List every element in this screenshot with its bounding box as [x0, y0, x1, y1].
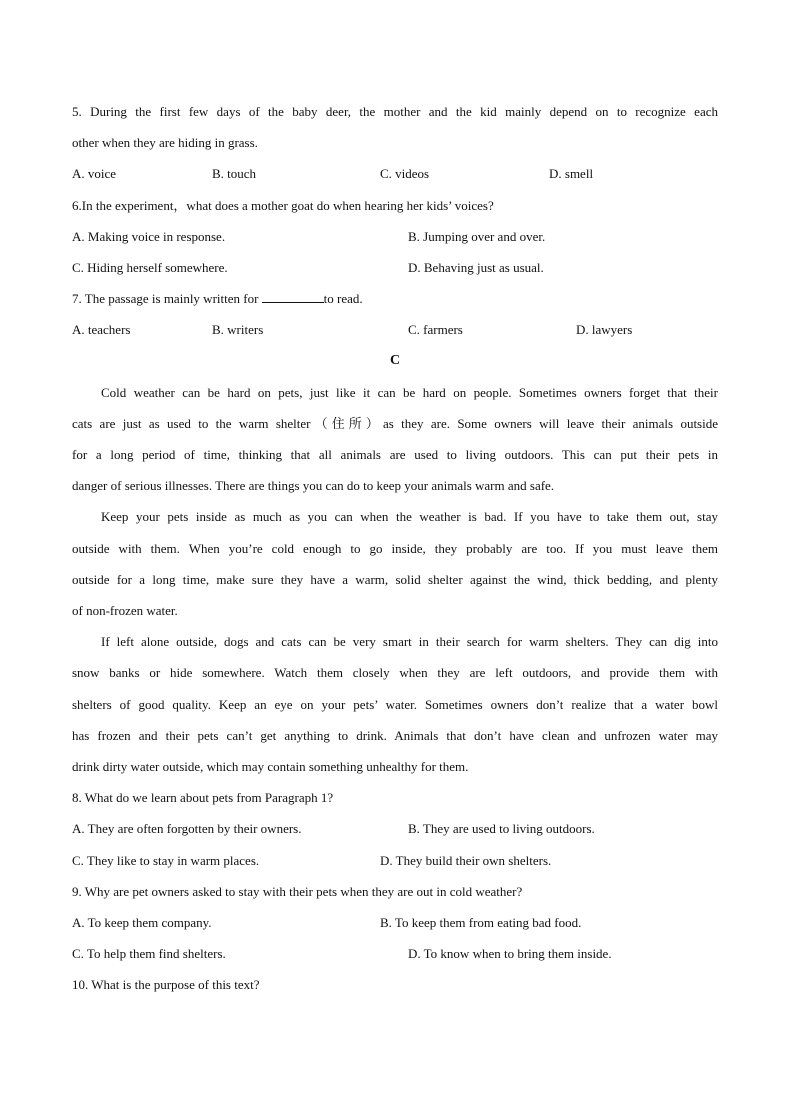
- q6-stem: 6.In the experiment，what does a mother goat do when hearing her kids’ voices?: [72, 198, 494, 213]
- passage-p2-line2: outside with them. When you’re cold enough to go inside, they probably are too. If you must leave them: [72, 541, 718, 556]
- q5-stem-line1: 5. During the first few days of the baby deer, the mother and the kid mainly depend on to recognize each: [72, 104, 718, 119]
- passage-p1-line1: Cold weather can be hard on pets, just like it can be hard on people. Sometimes owners forget that their: [101, 385, 718, 400]
- q5-option-b: B. touch: [212, 166, 257, 181]
- q8-stem: 8. What do we learn about pets from Paragraph 1?: [72, 790, 334, 805]
- passage-p3-line1: If left alone outside, dogs and cats can be very smart in their search for warm shelters. They can dig into: [101, 634, 718, 649]
- passage-p1-line4: danger of serious illnesses. There are things you can do to keep your animals warm and safe.: [72, 478, 555, 493]
- q5-option-a: A. voice: [72, 166, 117, 181]
- q9-stem: 9. Why are pet owners asked to stay with their pets when they are out in cold weather?: [72, 884, 523, 899]
- passage-p3-line3: shelters of good quality. Keep an eye on your pets’ water. Sometimes owners don’t realize that a water bowl: [72, 697, 718, 712]
- q7-stem: [72, 291, 363, 307]
- q7-option-b: B. writers: [212, 322, 264, 337]
- passage-p3-line5: drink dirty water outside, which may contain something unhealthy for them.: [72, 759, 469, 774]
- q10-stem: 10. What is the purpose of this text?: [72, 977, 260, 992]
- q5-stem-line2: other when they are hiding in grass.: [72, 135, 258, 150]
- passage-p1-line3: for a long period of time, thinking that all animals are used to living outdoors. This can put their pets in: [72, 447, 718, 462]
- section-heading: C: [389, 353, 401, 368]
- q7-option-a: A. teachers: [72, 322, 131, 337]
- q7-answer-blank: [262, 291, 324, 303]
- q8-option-c: C. They like to stay in warm places.: [72, 853, 260, 868]
- passage-p2-line4: of non-frozen water.: [72, 603, 178, 618]
- passage-p2-line1: Keep your pets inside as much as you can when the weather is bad. If you have to take them out, stay: [101, 509, 718, 524]
- q5-option-d: D. smell: [549, 166, 594, 181]
- q8-option-d: D. They build their own shelters.: [380, 853, 552, 868]
- q5-option-c: C. videos: [380, 166, 430, 181]
- q9-option-c: C. To help them find shelters.: [72, 946, 226, 961]
- passage-p2-line3: outside for a long time, make sure they have a warm, solid shelter against the wind, thick bedding, and plenty: [72, 572, 718, 587]
- q7-option-c: C. farmers: [408, 322, 463, 337]
- q8-option-b: B. They are used to living outdoors.: [408, 821, 595, 836]
- q6-option-d: D. Behaving just as usual.: [408, 260, 544, 275]
- q7-option-d: D. lawyers: [576, 322, 633, 337]
- q7-stem-before: 7. The passage is mainly written for: [72, 291, 262, 306]
- passage-p3-line4: has frozen and their pets can’t get anything to drink. Animals that don’t have clean and unfrozen water may: [72, 728, 718, 743]
- passage-p3-line2: snow banks or hide somewhere. Watch them closely when they are left outdoors, and provide them with: [72, 665, 718, 680]
- passage-p1-line2: cats are just as used to the warm shelter（住所）as they are. Some owners will leave their animals outside: [72, 416, 718, 431]
- q9-option-b: B. To keep them from eating bad food.: [380, 915, 582, 930]
- q6-option-a: A. Making voice in response.: [72, 229, 226, 244]
- q6-option-c: C. Hiding herself somewhere.: [72, 260, 228, 275]
- q8-option-a: A. They are often forgotten by their owners.: [72, 821, 302, 836]
- q9-option-d: D. To know when to bring them inside.: [408, 946, 612, 961]
- q7-stem-after: to read.: [323, 291, 363, 306]
- q9-option-a: A. To keep them company.: [72, 915, 212, 930]
- q6-option-b: B. Jumping over and over.: [408, 229, 546, 244]
